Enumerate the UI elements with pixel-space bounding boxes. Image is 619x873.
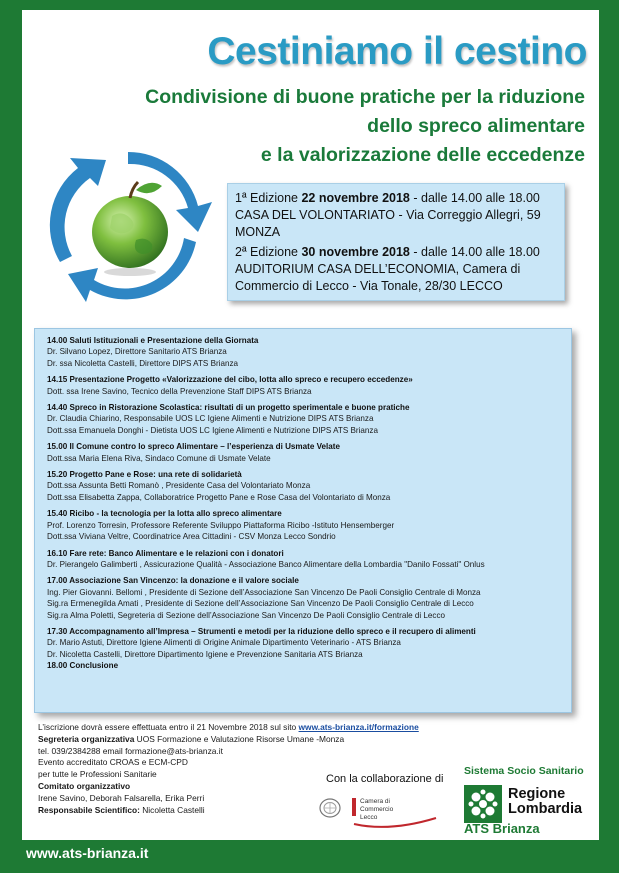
scientific-value: Nicoletta Castelli (139, 804, 205, 815)
subtitle-line: e la valorizzazione delle eccedenze (260, 144, 585, 166)
session-speaker: Dott.ssa Maria Elena Riva, Sindaco Comune di Usmate Velate (47, 453, 271, 463)
editions-box (227, 183, 565, 301)
session-speaker: Dr. Claudia Chiarino, Responsabile UOS LC Igiene Alimenti e Nutrizione DIPS ATS Brianza (47, 414, 374, 424)
program-session (47, 441, 559, 464)
accreditation-line: Evento accreditato CROAS e ECM-CPD (38, 757, 188, 768)
session-speaker: Ing. Pier Giovanni. Bellomi , Presidente di Sezione dell’Associazione San Vincenzo De Paoli Consiglio Centrale di Monza (47, 587, 481, 597)
chamber-logo-text: Camera di Commercio Lecco (360, 798, 394, 821)
session-speaker: Dott.ssa Viviana Veltre, Coordinatrice Area Cittadini - CSV Monza Lecco Sondrio (47, 532, 336, 542)
session-speaker: Dott. ssa Irene Savino, Tecnico della Prevenzione Staff DIPS ATS Brianza (47, 386, 312, 396)
secretariat-value: UOS Formazione e Valutazione Risorse Umane -Monza (134, 733, 345, 744)
program-session (47, 335, 559, 369)
contact-line: tel. 039/2384288 email formazione@ats-brianza.it (38, 745, 223, 756)
committee-label: Comitato organizzativo (38, 780, 131, 791)
edition-2-date: 30 novembre 2018 (301, 245, 410, 259)
edition-1-time: - dalle 14.00 alle 18.00 (409, 191, 540, 205)
scientific-label: Responsabile Scientifico: (38, 804, 140, 815)
session-speaker: Dott.ssa Emanuela Donghi - Dietista UOS LC Igiene Alimenti e Nutrizione DIPS ATS Brianza (47, 425, 378, 435)
program-session (47, 374, 559, 397)
poster-title: Cestiniamo il cestino (207, 30, 587, 73)
session-speaker: Sig.ra Ermenegilda Amati , Presidente di Sezione dell’Associazione San Vincenzo De Paoli Consiglio Centrale di Lecco (47, 599, 474, 609)
session-heading: 17.00 Associazione San Vincenzo: la donazione e il valore sociale (47, 576, 299, 586)
accreditation-line: per tutte le Professioni Sanitarie (38, 769, 157, 780)
session-heading: 14.40 Spreco in Ristorazione Scolastica: risultati di un progetto sperimentale e buone pratiche (47, 403, 410, 413)
chamber-of-commerce-logo (350, 794, 438, 830)
region-system-label: Sistema Socio Sanitario (464, 765, 584, 777)
program-session (47, 548, 559, 571)
edition-1-prefix: 1ª Edizione (235, 191, 302, 205)
registration-link[interactable]: www.ats-brianza.it/formazione (298, 722, 419, 732)
program-session (47, 402, 559, 436)
program-session (47, 626, 559, 672)
committee-value: Irene Savino, Deborah Falsarella, Erika Perri (38, 792, 205, 803)
session-heading: 17.30 Accompagnamento all’Impresa – Strumenti e metodi per la riduzione dello spreco e il recupero di alimenti (47, 626, 476, 636)
session-heading: 15.20 Progetto Pane e Rose: una rete di solidarietà (47, 470, 242, 480)
website-link[interactable]: www.ats-brianza.it (26, 845, 149, 861)
program-session (47, 508, 559, 542)
session-speaker: Dr. Mario Astuti, Direttore Igiene Alimenti di Origine Animale Dipartimento Veterinario - ATS Brianza (47, 638, 401, 648)
edition-1-venue: CASA DEL VOLONTARIATO - Via Correggio Allegri, 59 MONZA (235, 208, 541, 239)
session-speaker: Dr. ssa Nicoletta Castelli, Direttore DIPS ATS Brianza (47, 358, 239, 368)
program-session (47, 469, 559, 503)
secretariat-label: Segreteria organizzativa (38, 733, 135, 744)
session-heading: 14.15 Presentazione Progetto «Valorizzazione del cibo, lotta allo spreco e recupero eccedenze» (47, 375, 413, 385)
edition-2 (235, 244, 557, 295)
region-rose-icon (464, 785, 502, 823)
registration-text: L’iscrizione dovrà essere effettuata entro il 21 Novembre 2018 sul sito (38, 722, 299, 732)
ats-label: ATS Brianza (464, 821, 540, 836)
session-speaker: Dr. Silvano Lopez, Direttore Sanitario ATS Brianza (47, 347, 227, 357)
region-name: Regione Lombardia (508, 786, 583, 817)
session-heading: 15.00 Il Comune contro lo spreco Alimentare – l’esperienza di Usmate Velate (47, 442, 340, 452)
region-logo (464, 785, 584, 825)
registration-line (38, 722, 419, 734)
poster-page (22, 10, 599, 840)
session-speaker: Dr. Pierangelo Galimberti , Assicurazione Qualità - Associazione Banco Alimentare della Lombardia "Danilo Fossati" Onlus (47, 559, 485, 569)
session-speaker: Dr. Nicoletta Castelli, Direttore Dipartimento Igiene e Prevenzione Sanitaria ATS Brianza (47, 649, 363, 659)
edition-2-prefix: 2ª Edizione (235, 245, 302, 259)
collaboration-label: Con la collaborazione di (326, 773, 444, 785)
session-speaker: Sig.ra Alma Poletti, Segreteria di Sezione dell’Associazione San Vincenzo De Paoli Consiglio Centrale di Lecco (47, 610, 446, 620)
session-heading: 16.10 Fare rete: Banco Alimentare e le relazioni con i donatori (47, 548, 284, 558)
seal-icon (318, 797, 342, 819)
scientific-line (38, 805, 338, 817)
program-session (47, 575, 559, 621)
edition-2-time: - dalle 14.00 alle 18.00 (409, 245, 540, 259)
session-heading: 15.40 Ricibo - la tecnologia per la lotta allo spreco alimentare (47, 509, 282, 519)
session-heading: 14.00 Saluti Istituzionali e Presentazione della Giornata (47, 336, 259, 345)
edition-1 (235, 190, 557, 241)
recycle-apple-logo (28, 144, 228, 304)
edition-2-venue: AUDITORIUM CASA DELL’ECONOMIA, Camera di Commercio di Lecco - Via Tonale, 28/30 LECCO (235, 262, 521, 293)
session-closing: 18.00 Conclusione (47, 661, 119, 671)
secretariat-line (38, 733, 345, 746)
edition-1-date: 22 novembre 2018 (301, 191, 410, 205)
session-speaker: Dott.ssa Assunta Betti Romanò , Presidente Casa del Volontariato Monza (47, 481, 311, 491)
session-speaker: Dott.ssa Elisabetta Zappa, Collaboratrice Progetto Pane e Rose Casa del Volontariato di Monza (47, 492, 391, 502)
session-speaker: Prof. Lorenzo Torresin, Professore Referente Sviluppo Piattaforma Ricibo -Istituto Hensemberger (47, 520, 395, 530)
program-box (34, 328, 572, 713)
subtitle-line: dello spreco alimentare (367, 115, 585, 137)
subtitle-line: Condivisione di buone pratiche per la riduzione (145, 86, 585, 108)
